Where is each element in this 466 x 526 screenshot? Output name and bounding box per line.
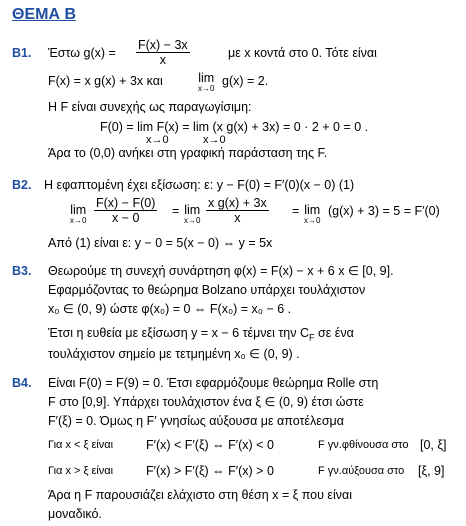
- b1-line2b: g(x) = 2.: [222, 74, 269, 88]
- b1-line5: Άρα το (0,0) ανήκει στη γραφική παράσταση της F.: [48, 146, 328, 160]
- b4-line5c: F γν.αύξουσα στο: [318, 465, 405, 477]
- b1-line1-pre: Έστω g(x) =: [48, 46, 116, 60]
- b1-line3: Η F είναι συνεχής ως παραγωγίσιμη:: [48, 100, 252, 114]
- b1-fraction-num: F(x) − 3x: [138, 38, 188, 52]
- b2-f2-num: x g(x) + 3x: [208, 196, 267, 210]
- b1-label: Β1.: [12, 46, 32, 60]
- b4-line4d: [0, ξ]: [420, 438, 447, 452]
- b2-eq2: =: [292, 204, 300, 218]
- b3-label: Β3.: [12, 264, 32, 278]
- b2-label: Β2.: [12, 178, 32, 192]
- lim-text: lim: [304, 203, 321, 217]
- lim-sub: x→0: [198, 84, 215, 93]
- b3-line4-post: σε ένα: [314, 326, 354, 340]
- b1-line4-sub2: x→0: [203, 134, 226, 146]
- b4-line5b: F′(x) > F′(ξ) ⇔ F′(x) > 0: [146, 464, 274, 478]
- b1-fraction: [136, 38, 190, 67]
- b4-line6: Άρα η F παρουσιάζει ελάχιστο στη θέση x = ξ που είναι: [48, 488, 353, 502]
- b4-line3: F′(ξ) = 0. Όμως η F′ γνησίως αύξουσα με αποτέλεσμα: [48, 414, 344, 428]
- b4-line4c: F γν.φθίνουσα στο: [318, 439, 409, 451]
- b1-fraction-den: x: [159, 53, 166, 67]
- b2-f1-num: F(x) − F(0): [96, 196, 156, 210]
- b2-f1-den: x − 0: [111, 211, 140, 225]
- b3-line4-text: Έτσι η ευθεία με εξίσωση y = x − 6 τέμνει την C: [48, 326, 310, 340]
- b4-line5d: [ξ, 9]: [418, 464, 445, 478]
- b4-line2: F στο [0,9]. Υπάρχει τουλάχιστον ένα ξ ∈ (0, 9) έτσι ώστε: [48, 395, 364, 409]
- b2-line3: Από (1) είναι ε: y − 0 = 5(x − 0) ⇔ y = 5x: [48, 236, 273, 250]
- b4-line1: Είναι F(0) = F(9) = 0. Έτσι εφαρμόζουμε θεώρημα Rolle στη: [48, 376, 379, 390]
- b2-lim2: [184, 204, 200, 225]
- b3-line5: τουλάχιστον σημείο με τετμημένη x₀ ∈ (0, 9) .: [48, 347, 300, 361]
- lim-text: lim: [70, 203, 87, 217]
- section-title: ΘΕΜΑ Β: [12, 6, 76, 23]
- b2-f2-den: x: [234, 211, 241, 225]
- b4-line7: μοναδικό.: [48, 507, 102, 521]
- lim-text: lim: [198, 71, 215, 85]
- b4-line4a: Για x < ξ είναι: [48, 439, 114, 451]
- b1-line4-sub1: x→0: [146, 134, 169, 146]
- b3-line1: Θεωρούμε τη συνεχή συνάρτηση φ(x) = F(x) − x + 6 x ∈ [0, 9].: [48, 264, 394, 278]
- b4-line4b: F′(x) < F′(ξ) ⇔ F′(x) < 0: [146, 438, 274, 452]
- b2-tail: (g(x) + 3) = 5 = F′(0): [328, 204, 440, 218]
- b3-line3: x₀ ∈ (0, 9) ώστε φ(x₀) = 0 ⇔ F(x₀) = x₀ − 6 .: [48, 302, 292, 316]
- b4-line5a: Για x > ξ είναι: [48, 465, 114, 477]
- b3-line4-sub: F: [309, 332, 315, 343]
- b2-fraction2: [206, 196, 269, 225]
- b2-eq1: =: [172, 204, 180, 218]
- b1-line4: F(0) = lim F(x) = lim (x g(x) + 3x) = 0 · 2 + 0 = 0 .: [100, 120, 369, 134]
- b2-lim1: [70, 204, 86, 225]
- lim-sub: x→0: [70, 216, 87, 225]
- b1-line2a: F(x) = x g(x) + 3x και: [48, 74, 163, 88]
- lim-text: lim: [184, 203, 201, 217]
- b2-lim3: [304, 204, 320, 225]
- b2-fraction1: [94, 196, 157, 225]
- b2-line1: Η εφαπτομένη έχει εξίσωση: ε: y − F(0) = F′(0)(x − 0) (1): [44, 178, 355, 192]
- b1-line1-post: με x κοντά στο 0. Τότε είναι: [228, 46, 377, 60]
- b1-lim: [198, 72, 214, 93]
- b3-line2: Εφαρμόζοντας το θεώρημα Bolzano υπάρχει τουλάχιστον: [48, 283, 366, 297]
- lim-sub: x→0: [304, 216, 321, 225]
- b4-label: Β4.: [12, 376, 32, 390]
- b3-line4: [48, 326, 354, 345]
- lim-sub: x→0: [184, 216, 201, 225]
